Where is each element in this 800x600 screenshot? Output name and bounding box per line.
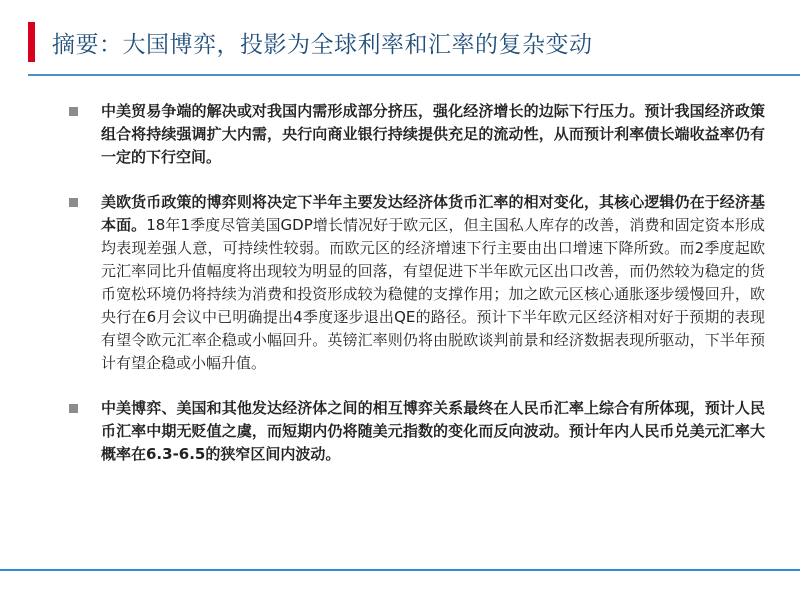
summary-content (65, 100, 765, 488)
page-title: 摘要：大国博弈，投影为全球利率和汇率的复杂变动 (52, 32, 593, 58)
paragraph-bold-text: 美欧货币政策的博弈则将决定下半年主要发达经济体货币汇率的相对变化，其核心逻辑仍在于经济基本面。 (101, 193, 765, 234)
summary-paragraph-2 (65, 191, 765, 375)
paragraph-text (101, 100, 765, 169)
title-underline (28, 74, 800, 76)
summary-paragraph-1 (65, 100, 765, 169)
paragraph-normal-text: 18年1季度尽管美国GDP增长情况好于欧元区，但主国私人库存的改善，消费和固定资本形成均表现差强人意，可持续性较弱。而欧元区的经济增速下行主要由出口增速下降所致。而2季度起欧元汇率同比升值幅度将出现较为明显的回落，有望促进下半年欧元区出口改善，而仍然较为稳定的货币宽松环境仍将持续为消费和投资形成较为稳健的支撑作用；加之欧元区核心通胀逐步缓慢回升，欧央行在6月会议中已明确提出4季度逐步退出QE的路径。预计下半年欧元区经济相对好于预期的表现有望令欧元汇率企稳或小幅回升。英镑汇率则仍将由脱欧谈判前景和经济数据表现所驱动，下半年预计有望企稳或小幅升值。 (101, 216, 765, 372)
title-bar (0, 8, 800, 78)
paragraph-text (101, 397, 765, 466)
square-bullet-icon (69, 107, 78, 116)
square-bullet-icon (69, 198, 78, 207)
summary-paragraph-3 (65, 397, 765, 466)
square-bullet-icon (69, 404, 78, 413)
title-accent-bar (28, 22, 35, 62)
paragraph-text (101, 191, 765, 375)
footer-divider (0, 569, 800, 571)
paragraph-bold-text: 中美博弈、美国和其他发达经济体之间的相互博弈关系最终在人民币汇率上综合有所体现，预计人民币汇率中期无贬值之虞，而短期内仍将随美元指数的变化而反向波动。预计年内人民币兑美元汇率大概率在6.3-6.5的狭窄区间内波动。 (101, 399, 765, 463)
paragraph-bold-text: 中美贸易争端的解决或对我国内需形成部分挤压，强化经济增长的边际下行压力。预计我国经济政策组合将持续强调扩大内需，央行向商业银行持续提供充足的流动性，从而预计利率债长端收益率仍有一定的下行空间。 (101, 102, 765, 166)
